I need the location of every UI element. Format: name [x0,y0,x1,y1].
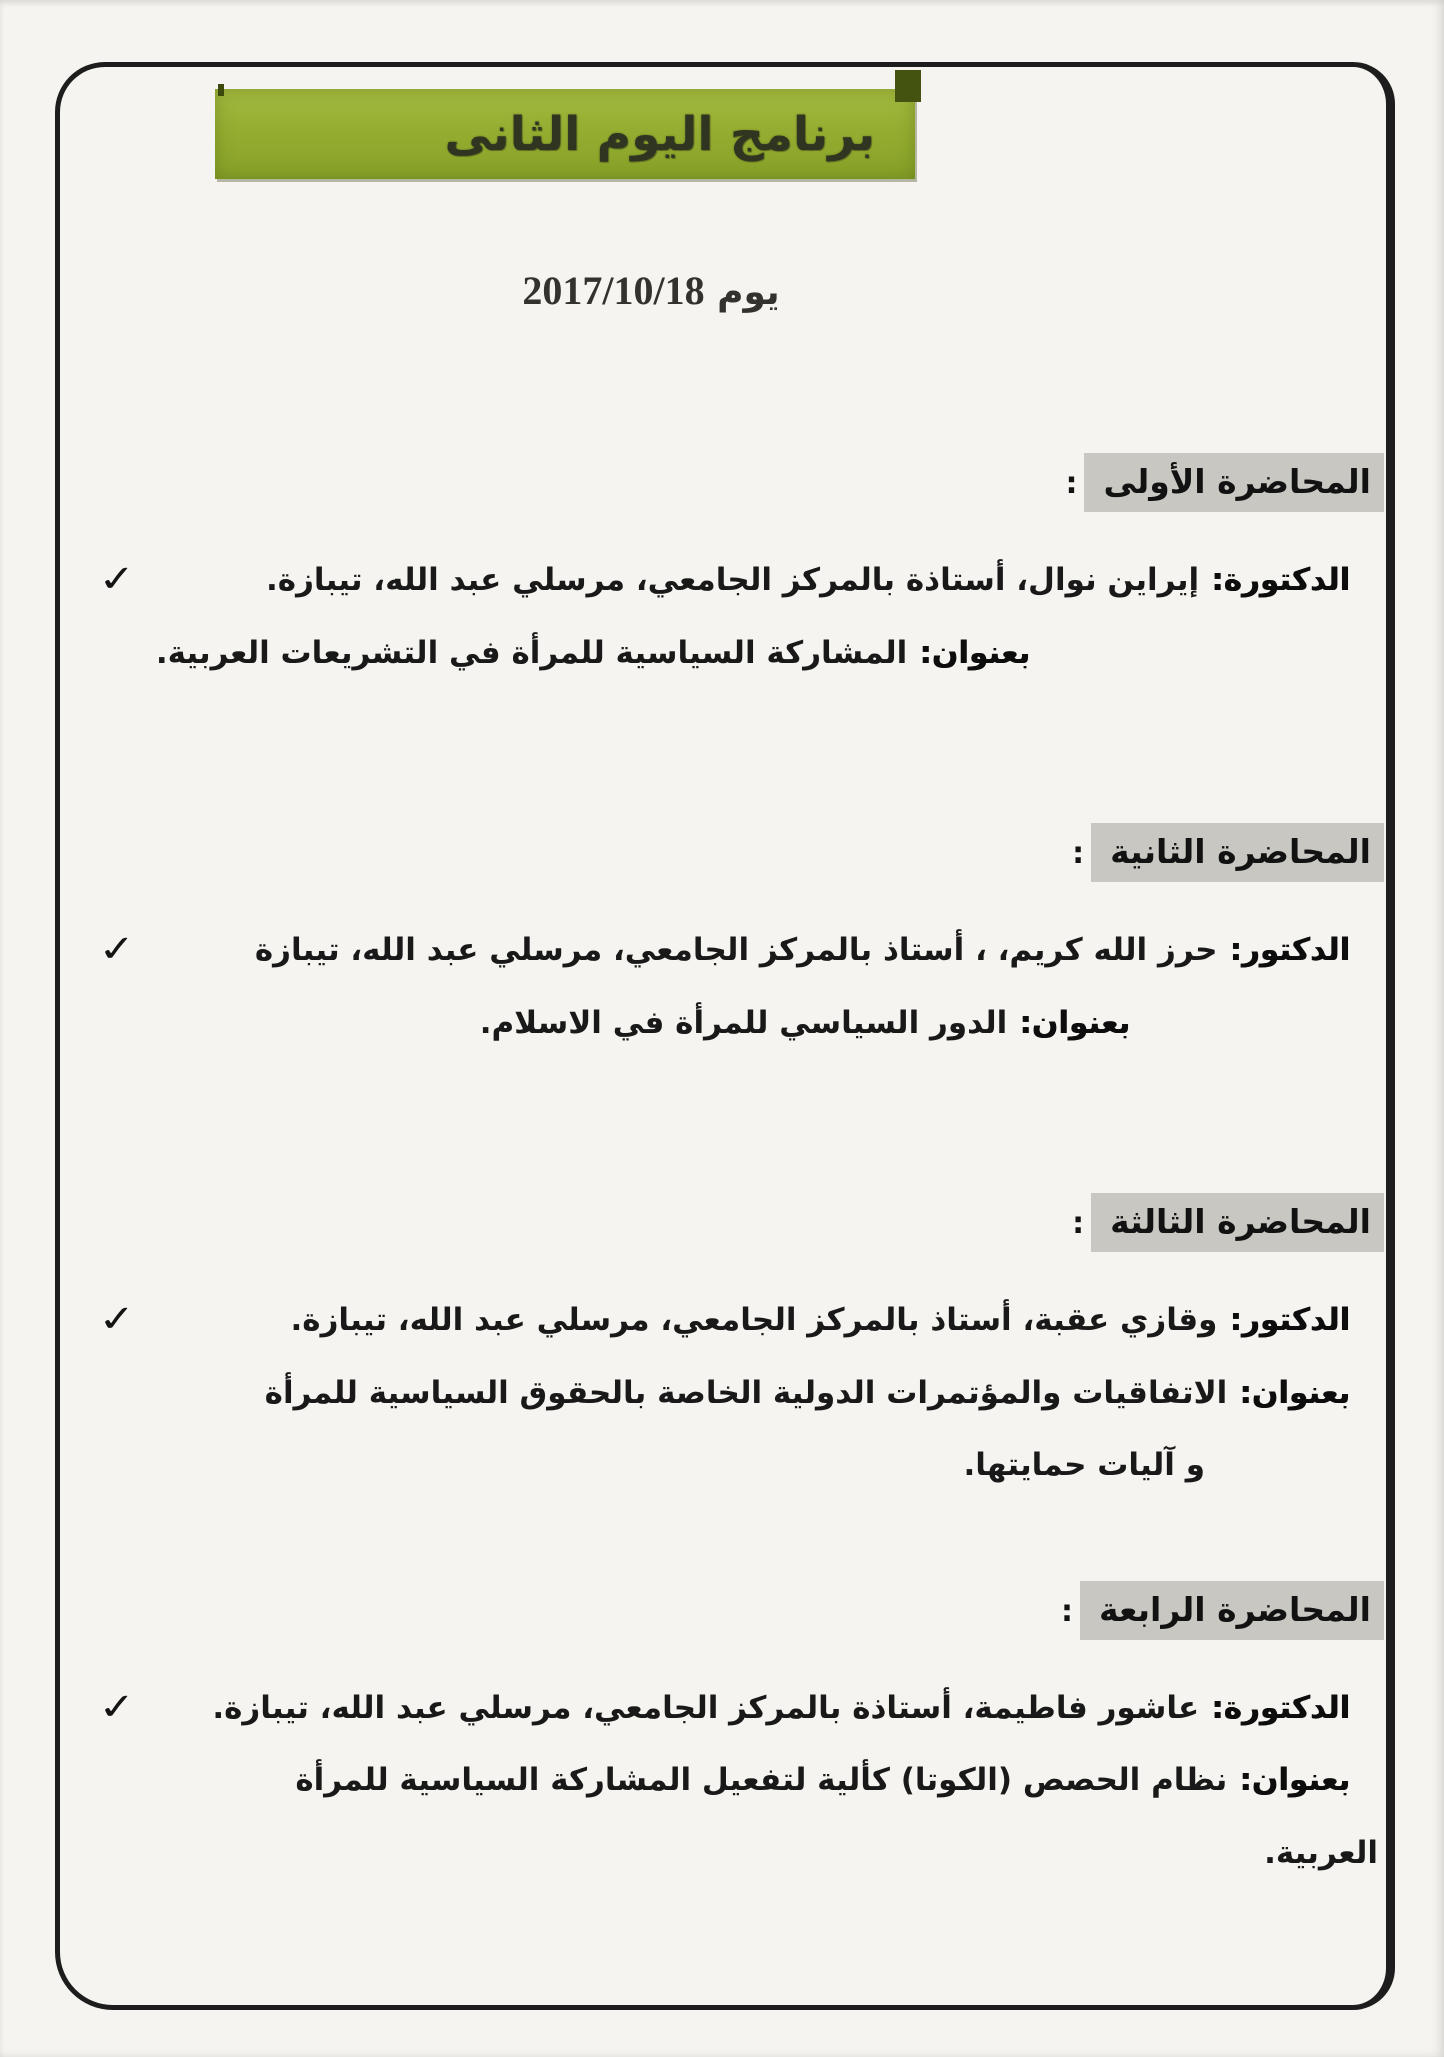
section-lecture-3 [60,1196,1386,1489]
section-header [60,456,1386,509]
lecture-item [60,1685,1386,1877]
lecturer-line [100,927,1350,974]
lecture-item [60,927,1386,1046]
title-label: بعنوان: [919,634,1030,671]
section-colon: : [1072,836,1085,871]
section-colon: : [1065,466,1078,501]
lecture-item [60,1297,1386,1489]
section-header [60,1584,1386,1637]
lecturer-text: عاشور فاطيمة، أستاذة بالمركز الجامعي، مرسلي عبد الله، تيبازة. [212,1689,1200,1726]
section-lecture-1 [60,456,1386,676]
checkmark-icon: ✓ [96,557,138,602]
section-title: المحاضرة الثالثة [1094,1196,1381,1249]
section-title: المحاضرة الرابعة [1083,1584,1381,1637]
section-title: المحاضرة الأولى [1087,456,1381,509]
title-text: الدور السياسي للمرأة في الاسلام. [479,1004,1008,1041]
checkmark-icon: ✓ [96,1297,138,1342]
lecture-item [60,557,1386,676]
checkmark-icon: ✓ [96,927,138,972]
lecturer-label: الدكتورة: [1211,1689,1350,1726]
lecture-title-line [100,1370,1350,1417]
lecturer-line [100,1685,1350,1732]
section-colon: : [1061,1593,1074,1629]
title-text-2: و آليات حمايتها. [963,1447,1205,1483]
lecturer-text: إيراين نوال، أستاذة بالمركز الجامعي، مرسلي عبد الله، تيبازة. [266,562,1200,598]
title-label: بعنوان: [1019,1004,1130,1041]
lecturer-line [100,1297,1350,1344]
lecturer-line [100,557,1350,604]
lecture-title-line [100,1757,1350,1804]
lecturer-label: الدكتور: [1229,1302,1350,1338]
title-text: نظام الحصص (الكوتا) كألية لتفعيل المشاركة السياسية للمرأة [295,1762,1228,1798]
day-word: يوم [717,272,780,313]
banner-shadow-accent [895,70,921,102]
title-banner [215,89,915,179]
page-title: برنامج اليوم الثانى [444,107,875,162]
page-border-frame [55,62,1395,2010]
lecturer-label: الدكتور: [1229,932,1350,968]
lecture-title-continuation [100,1442,1205,1489]
section-header [60,1196,1386,1249]
banner-corner-mark [218,84,224,96]
section-lecture-2 [60,826,1386,1046]
section-title: المحاضرة الثانية [1094,826,1381,879]
lecturer-label: الدكتورة: [1211,562,1350,598]
date-value: 2017/10/18 [522,268,705,313]
checkmark-icon: ✓ [96,1685,138,1729]
lecturer-text: حرز الله كريم، ، أستاذ بالمركز الجامعي، مرسلي عبد الله، تيبازة [254,932,1218,968]
section-header [60,826,1386,879]
lecturer-text: وقازي عقبة، أستاذ بالمركز الجامعي، مرسلي عبد الله، تيبازة. [290,1302,1218,1338]
title-text: الاتفاقيات والمؤتمرات الدولية الخاصة بالحقوق السياسية للمرأة [264,1374,1228,1411]
lecture-title-line [100,1000,1130,1047]
section-lecture-4 [60,1584,1386,1877]
lecture-title-line [100,630,1030,677]
date-line [522,267,779,314]
title-label: بعنوان: [1239,1374,1350,1411]
title-text-2: العربية. [1264,1834,1378,1871]
section-colon: : [1072,1206,1085,1241]
title-text: المشاركة السياسية للمرأة في التشريعات العربية. [155,634,908,671]
lecture-title-continuation [100,1830,1378,1877]
title-label: بعنوان: [1239,1762,1350,1798]
